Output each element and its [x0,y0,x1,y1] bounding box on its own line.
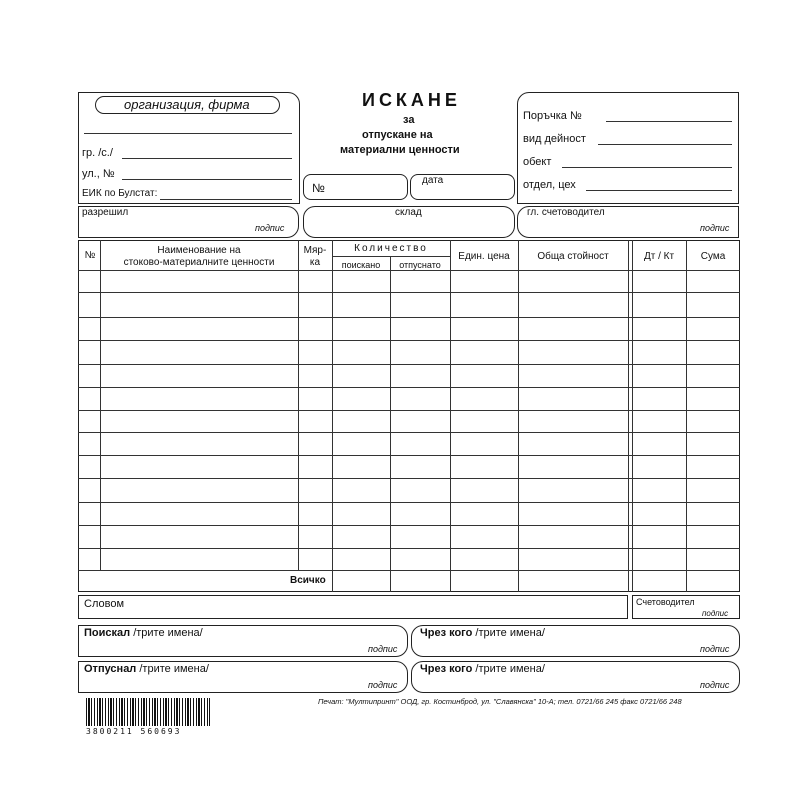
accountant-label: Счетоводител [636,597,695,607]
allowed-label: разрешил [82,207,129,218]
table-row [78,432,740,433]
table-row [78,525,740,526]
col-unit-line1: Мяр- [303,245,327,256]
city-field[interactable] [122,158,292,159]
col-name-line2: стоково-материалните ценности [123,257,275,268]
order-label: Поръчка № [523,110,582,122]
through-label-2: Чрез кого /трите имена/ [420,663,545,675]
chief-accountant-sign-label: подпис [700,223,730,233]
number-label: № [312,181,325,195]
table-row [78,340,740,341]
activity-label: вид дейност [523,133,586,145]
city-label: гр. /с./ [82,147,113,159]
table-row [78,410,740,411]
street-label: ул., № [82,168,115,180]
table-row [78,455,740,456]
col-dt-kt: Дт / Кт [643,251,675,262]
allowed-sign-label: подпис [255,223,285,233]
object-field[interactable] [562,167,732,168]
table-row [78,387,740,388]
table-row [78,478,740,479]
table-row [78,502,740,503]
released-by-sign-label: подпис [368,680,398,690]
warehouse-label: склад [395,207,422,218]
chief-accountant-label: гл. счетоводител [527,207,605,218]
table-row [78,570,740,571]
through-label-1: Чрез кого /трите имена/ [420,627,545,639]
table-row [78,317,740,318]
col-sum: Сума [700,251,726,262]
through-sign-label-1: подпис [700,644,730,654]
subtitle-line1: за [403,114,415,126]
subtitle-line2: отпускане на [362,129,433,141]
order-field[interactable] [606,121,732,122]
col-unit-price: Един. цена [458,251,510,262]
table-row [78,292,740,293]
eik-field[interactable] [160,199,292,200]
in-words-box[interactable] [78,595,628,619]
object-label: обект [523,156,552,168]
document-title: ИСКАНЕ [362,90,461,110]
in-words-label: Словом [84,598,125,610]
activity-field[interactable] [598,144,732,145]
col-requested: поискано [341,260,381,270]
col-total: Обща стойност [537,251,609,262]
printer-note: Печат: "Мултипринт" ООД, гр. Костинброд, ул. "Славянска" 10-А; тел. 0721/66 245 факс 0721/66 248 [318,697,682,706]
col-name-line1: Наименование на [157,245,241,256]
table-row [78,548,740,549]
dept-field[interactable] [586,190,732,191]
organization-title: организация, фирма [124,97,250,112]
accountant-sign-label: подпис [702,609,729,618]
org-blank-line [84,133,292,134]
barcode-number: 3800211 560693 [86,727,182,736]
barcode [86,698,210,726]
street-field[interactable] [122,179,292,180]
col-no: № [84,250,96,261]
total-label: Всичко [290,575,326,586]
eik-label: ЕИК по Булстат: [82,188,158,199]
requested-by-label: Поискал /трите имена/ [84,627,203,639]
date-label: дата [422,175,444,186]
table-row [78,364,740,365]
col-unit-line2: ка [309,257,321,268]
col-quantity: Количество [354,243,428,254]
col-released: отпуснато [399,260,441,270]
dept-label: отдел, цех [523,179,576,191]
subtitle-line3: материални ценности [340,144,460,156]
released-by-label: Отпуснал /трите имена/ [84,663,209,675]
through-sign-label-2: подпис [700,680,730,690]
requested-by-sign-label: подпис [368,644,398,654]
